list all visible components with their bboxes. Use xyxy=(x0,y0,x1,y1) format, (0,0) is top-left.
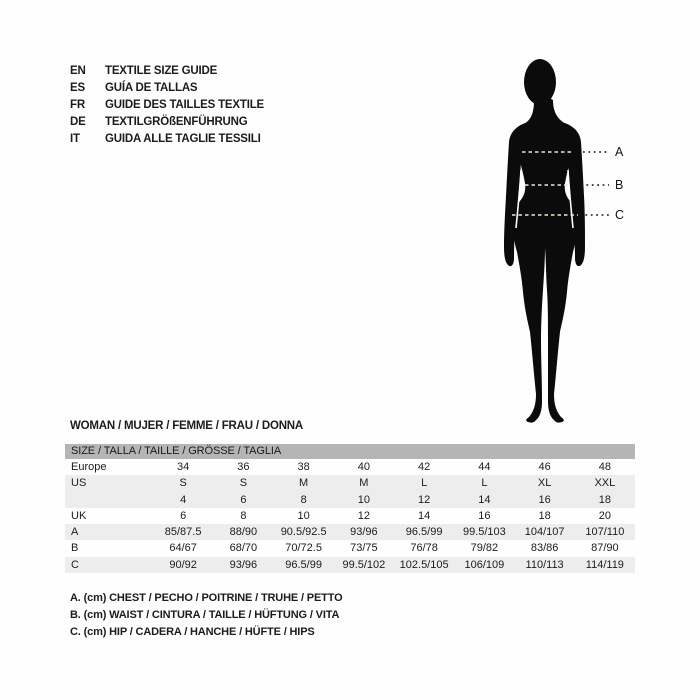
table-row xyxy=(65,459,635,475)
table-cell: 90.5/92.5 xyxy=(280,526,327,539)
row-label: A xyxy=(71,526,79,539)
woman-silhouette xyxy=(465,50,655,440)
table-cell: 104/107 xyxy=(524,526,565,539)
row-label: UK xyxy=(71,509,87,522)
label-a: A xyxy=(615,145,624,159)
table-cell: 42 xyxy=(418,461,431,473)
table-cell: 96.5/99 xyxy=(285,558,322,571)
table-row xyxy=(65,557,635,573)
language-code: ES xyxy=(70,82,85,94)
table-cell: 93/96 xyxy=(229,558,258,571)
language-row xyxy=(70,80,264,97)
legend-line: C. (cm) HIP / CADERA / HANCHE / HÜFTE / HIPS xyxy=(70,626,315,638)
table-cell: 4 xyxy=(180,493,187,506)
legend-line: A. (cm) CHEST / PECHO / POITRINE / TRUHE / PETTO xyxy=(70,592,343,604)
table-cell: S xyxy=(239,477,248,490)
language-code: FR xyxy=(70,99,85,111)
table-cell: 99.5/102 xyxy=(342,558,386,571)
table-row xyxy=(65,492,635,508)
table-cell: 18 xyxy=(538,509,551,522)
table-cell: S xyxy=(179,477,187,490)
table-cell: 16 xyxy=(478,509,491,522)
language-title: GUÍA DE TALLAS xyxy=(105,82,198,94)
table-cell: 88/90 xyxy=(229,526,258,539)
table-cell: 6 xyxy=(240,493,247,506)
table-cell: M xyxy=(359,477,369,490)
table-cell: 10 xyxy=(357,493,370,506)
language-title: GUIDE DES TAILLES TEXTILE xyxy=(105,99,264,111)
table-cell: 110/113 xyxy=(525,558,564,571)
measurement-diagram xyxy=(465,50,655,440)
table-row xyxy=(65,508,635,524)
table-cell: 8 xyxy=(240,509,247,522)
table-cell: 106/109 xyxy=(464,558,505,571)
table-cell: 87/90 xyxy=(591,542,619,555)
table-cell: 14 xyxy=(418,509,431,522)
language-list xyxy=(70,63,264,148)
table-row xyxy=(65,540,635,556)
legend-line: B. (cm) WAIST / CINTURA / TAILLE / HÜFTUNG / VITA xyxy=(70,609,340,621)
table-cell: 96.5/99 xyxy=(405,526,443,539)
table-cell: XXL xyxy=(594,477,616,490)
table-cell: 64/67 xyxy=(169,542,197,555)
table-cell: 102.5/105 xyxy=(399,558,449,571)
table-cell: 46 xyxy=(538,461,551,473)
language-title: GUIDA ALLE TAGLIE TESSILI xyxy=(105,133,261,145)
table-cell: 85/87.5 xyxy=(164,526,202,539)
label-b: B xyxy=(615,178,624,192)
row-label: US xyxy=(71,477,87,490)
table-cell: 14 xyxy=(478,493,491,506)
table-cell: 12 xyxy=(357,509,370,522)
size-table-header: SIZE / TALLA / TAILLE / GRÖSSE / TAGLIA xyxy=(65,444,635,459)
row-label xyxy=(65,492,153,508)
table-row xyxy=(65,475,635,491)
language-row xyxy=(70,63,264,80)
table-cell: 10 xyxy=(297,509,310,522)
language-row xyxy=(70,114,264,131)
language-code: DE xyxy=(70,116,86,128)
table-cell: 114/119 xyxy=(585,558,624,571)
table-cell: XL xyxy=(537,477,552,490)
table-cell: L xyxy=(421,477,428,490)
language-code: IT xyxy=(70,133,80,145)
table-cell: 12 xyxy=(418,493,431,506)
table-cell: 18 xyxy=(598,493,611,506)
label-c: C xyxy=(615,208,625,222)
table-cell: 40 xyxy=(357,461,370,473)
table-cell: 48 xyxy=(598,461,611,473)
language-row xyxy=(70,97,264,114)
table-cell: 70/72.5 xyxy=(285,542,322,555)
table-cell: 68/70 xyxy=(229,542,258,555)
table-cell: 20 xyxy=(598,509,611,522)
row-label: C xyxy=(71,558,79,571)
table-row xyxy=(65,524,635,540)
measurement-legend xyxy=(70,590,343,641)
table-cell: 73/75 xyxy=(350,542,378,555)
table-cell: 38 xyxy=(297,461,310,473)
language-row xyxy=(70,131,264,148)
table-cell: 79/82 xyxy=(470,542,499,555)
table-cell: 8 xyxy=(300,493,307,506)
table-cell: 6 xyxy=(180,509,187,522)
table-cell: 99.5/103 xyxy=(462,526,506,539)
size-table xyxy=(65,444,635,573)
table-cell: 93/96 xyxy=(350,526,378,539)
row-label: Europe xyxy=(71,461,107,473)
row-label: B xyxy=(71,542,79,555)
size-table-body xyxy=(65,459,635,573)
table-cell: 34 xyxy=(177,461,190,473)
table-cell: 90/92 xyxy=(169,558,197,571)
table-section-title: WOMAN / MUJER / FEMME / FRAU / DONNA xyxy=(70,420,304,432)
table-cell: 36 xyxy=(237,461,250,473)
table-cell: L xyxy=(481,477,488,490)
table-cell: 16 xyxy=(538,493,551,506)
language-title: TEXTILE SIZE GUIDE xyxy=(105,65,218,77)
language-code: EN xyxy=(70,65,86,77)
table-cell: 107/110 xyxy=(585,526,625,539)
table-cell: 83/86 xyxy=(530,542,559,555)
table-cell: 76/78 xyxy=(410,542,438,555)
table-cell: 44 xyxy=(478,461,491,473)
language-title: TEXTILGRÖßENFÜHRUNG xyxy=(105,116,248,128)
table-cell: M xyxy=(299,477,309,490)
